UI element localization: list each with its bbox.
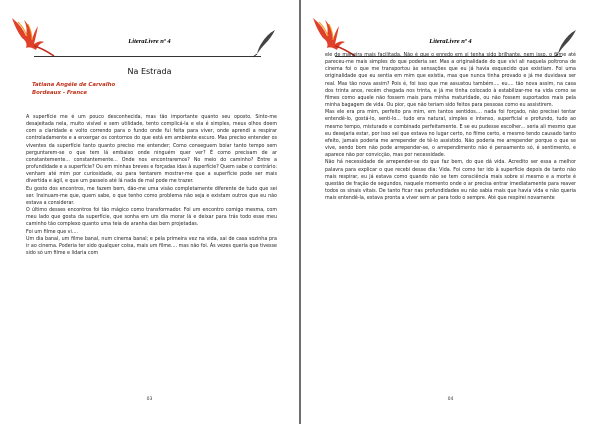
left-body-text	[26, 114, 277, 257]
right-page	[301, 0, 600, 424]
page-number: 04	[447, 397, 454, 402]
paragraph: A superfície me é um pouco desconhecida, mas tão importante quanto seu oposto. Sinto-me desajeitada nela, muito visível e sem utilidade, tento complicá-la e ela é simples, meus olhos doem com a claridade e volto correndo para o fundo onde fui feita para viver, onde aprendi a respirar controladamente e a enxergar os contornos do que está em ambiente escuro. Mas preciso entender os viventes da superfície tanto quanto preciso me entender; Como conseguem boiar tanto tempo sem perguntarem-se o que tem lá embaixo onde ninguém quer ver? É como precisam de ar constantemente... constantemente... Onde nos encontraremos? No meio do caminho? Entre a profundidade e a superfície? Ou em minhas breves e forçadas idas à superfície? Quem sabe o contrário: venham até mim por curiosidade, ou para tentarem mostrar-me que a superfície pode ser mais divertida e ágil, e que um passeio até lá nada de mal pode me trazer.	[26, 115, 277, 185]
page-header	[0, 12, 299, 52]
paragraph: O último desses encontros foi tão mágico como transformador. Foi um encontro comigo mesma, com meu lado que gosta da superfície, que sonha em um dia morar lá e deixar para trás todo esse meu caminho tão complexo quanto uma teia de aranha das bem projetadas.	[26, 208, 277, 228]
paragraph: Não há necessidade de arrepender-se do que faz bem, do que dá vida. Acredito ser essa a melhor palavra para explicar o que recebi desse dia: Vida. Foi como ter ido à superfície depois de tanto não mais respirar, eu já estava como quando não se tem consciência mais sobre si mesmo e a morte é questão de fração de segundos, naquele momento onde o ar precisa entrar imediatamente para reaver todos os sinais vitais. De tanto ficar nas profundidades eu não sabia mais que havia vida e não queria mais entendê-la, estava pronta a viver sem ar para todo o sempre. Até que respirei novamente	[325, 160, 576, 202]
header-title: LiteraLivre nº 4	[429, 38, 472, 45]
author-location: Bordeaux - France	[32, 90, 88, 96]
paragraph: Foi um filme que vi....	[26, 229, 78, 235]
paragraph: Um dia banal, um filme banal, num cinema banal; e pela primeira vez na vida, sai de casa sozinha pra ir ao cinema. Poderia ter sido qualquer coisa, mais um filme.... mas não foi. Às vezes queria que tivesse sido só um filme e lidaria com	[26, 236, 277, 256]
author-block	[32, 81, 115, 97]
paragraph: Eu gosto dos encontros, me fazem bem, dão-me uma visão completamente diferente de tudo que sei ser. Insinuam-me que, quem sabe, o que tenho como problema não seja e existam outros que eu não estava a considerar.	[26, 186, 277, 206]
header-divider	[34, 56, 261, 57]
phoenix-logo-icon	[309, 12, 359, 56]
phoenix-logo-icon	[8, 12, 58, 56]
right-body-text	[325, 52, 576, 202]
header-title: LiteraLivre nº 4	[128, 38, 171, 45]
paragraph: ele de maneira mais facilitada. Não é que o enredo em si tenha sido brilhante, nem isso, o filme até pareceu-me mais simples do que poderia ser. Mas a originalidade do que vivi ali naquela poltrona de cinema foi o que me transportou às sensações que eu já havia esquecido que existiam. Foi uma originalidade que eu sentia em mim que existia, mas que nunca tinha provado e já me duvidava ser real. Mas tão nova assim? Pois é, foi isso que me assustou também.... eu.... tão nova assim, na casa dos trinta anos, recém chegada nos trinta, e já me tinha colocado à estabilizar-me na vida como se filmes como aquele não fossem mais para minha maturidade, ou não fossem suportados mais pela minha bagagem de vida. Ou pior, que não teriam sido feitos para pessoas como eu assistirem.	[325, 53, 576, 109]
page-number: 03	[146, 397, 153, 402]
author-name: Tatiana Angéle de Carvalho	[32, 82, 116, 88]
article-title: Na Estrada	[127, 67, 172, 76]
quill-icon	[249, 28, 279, 58]
left-page	[0, 0, 299, 424]
paragraph: Mas ele era pra mim, perfeito pra mim, em tantos sentidos.... nada foi forçado, não precisei tentar entendê-lo, gostá-lo, senti-lo... tudo era natural, simples e intenso, superficial e profundo, tudo ao mesmo tempo, misturado e combinado perfeitamente. E se eu pudesse escolher... seria ali mesmo que eu desejaria estar, por isso sei que estava no lugar certo, no filme certo, e mesmo tendo causado tanto efeito, jamais poderia me arrepender de tê-lo assistido. Não poderia me arrepender porque o que se vive, sendo bom não pode arrepender-se, o arrependimento não é pensamento só, é sentimento, e aparece não por convicção, mas por necessidade.	[325, 110, 576, 159]
page-header	[301, 12, 600, 52]
